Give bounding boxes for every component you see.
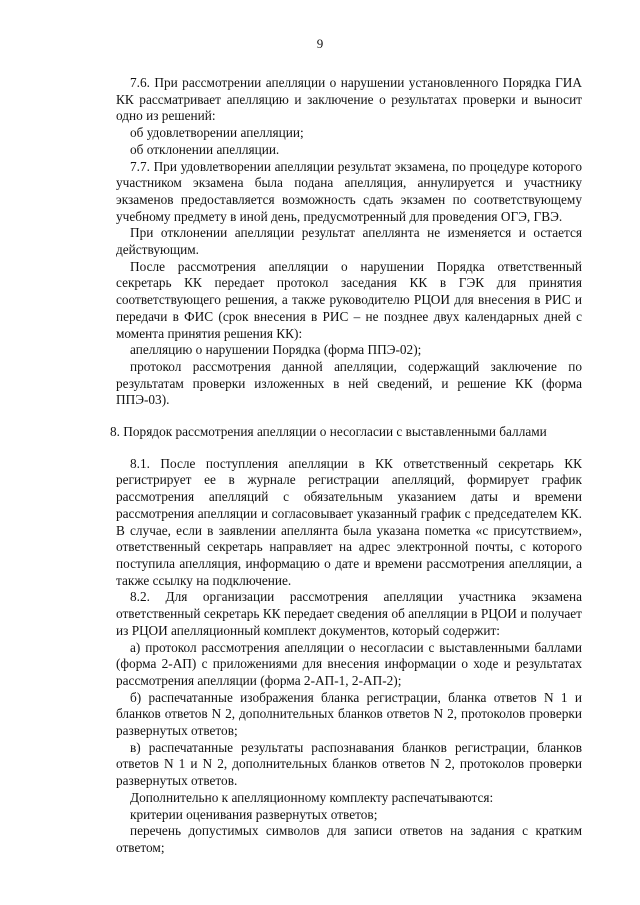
list-item-ppe03: протокол рассмотрения данной апелляции, содержащий заключение по результатам проверки изложенных в ней сведений, и решение КК (форма ППЭ-03). [116, 358, 582, 408]
list-item-ppe02: апелляцию о нарушении Порядка (форма ППЭ-02); [130, 342, 422, 358]
paragraph-8-1: 8.1. После поступления апелляции в КК ответственный секретарь КК регистрирует ее в журнале регистрации апелляций, формирует график рассмотрения апелляций с обязательным указанием даты и времени рассмотрения апелляции и согласовывает указанный график с председателем КК. В случае, если в заявлении апеллянта была указана пометка «с присутствием», ответственный секретарь направляет на адрес электронной почты, с которого поступила апелляция, информацию о дате и времени рассмотрения апелляции, а также ссылку на подключение. [116, 455, 582, 588]
section-8-heading: 8. Порядок рассмотрения апелляции о несогласии с выставленными баллами [110, 424, 547, 440]
paragraph-7-7: 7.7. При удовлетворении апелляции результат экзамена, по процедуре которого участником экзамена была подана апелляция, аннулируется и участнику экзаменов предоставляется возможность сдать экзамен по соответствующему учебному предмету в иной день, предусмотренный для проведения ОГЭ, ГВЭ. [116, 158, 582, 224]
paragraph-additional: Дополнительно к апелляционному комплекту распечатываются: [130, 789, 494, 805]
paragraph-rejection: При отклонении апелляции результат апеллянта не изменяется и остается действующим. [116, 225, 582, 258]
list-item-symbols: перечень допустимых символов для записи ответов на задания с кратким ответом; [116, 823, 582, 855]
list-item-a: а) протокол рассмотрения апелляции о несогласии с выставленными баллами (форма 2-АП) с приложениями для внесения информации о ходе и результатах рассмотрения апелляции (форма 2-АП-1, 2-АП-2); [116, 639, 582, 688]
paragraph-7-6: 7.6. При рассмотрении апелляции о нарушении установленного Порядка ГИА КК рассматривает апелляцию и заключение о результатах проверки и выносит одно из решений: [116, 75, 582, 124]
document-body [110, 75, 582, 857]
page-number: 9 [316, 36, 324, 51]
list-item-criteria: критерии оценивания развернутых ответов; [130, 806, 378, 822]
option-approve: об удовлетворении апелляции; [130, 125, 304, 141]
option-reject: об отклонении апелляции. [130, 141, 280, 157]
list-item-b: б) распечатанные изображения бланка регистрации, бланка ответов N 1 и бланков ответов N 2, дополнительных бланков ответов N 2, протоколов проверки развернутых ответов; [116, 689, 582, 739]
list-item-c: в) распечатанные результаты распознавания бланков регистрации, бланков ответов N 1 и N 2, дополнительных бланков ответов N 2, протоколов проверки развернутых ответов. [116, 739, 582, 789]
paragraph-8-2: 8.2. Для организации рассмотрения апелляции участника экзамена ответственный секретарь КК передает сведения об апелляции в РЦОИ и получает из РЦОИ апелляционный комплект документов, который содержит: [116, 589, 582, 638]
paragraph-after-review: После рассмотрения апелляции о нарушении Порядка ответственный секретарь КК передает протокол заседания КК в ГЭК для принятия соответствующего решения, а также руководителю РЦОИ для внесения в РИС и передачи в ФИС (срок внесения в РИС – не позднее двух календарных дней с момента принятия решения КК): [116, 258, 582, 341]
